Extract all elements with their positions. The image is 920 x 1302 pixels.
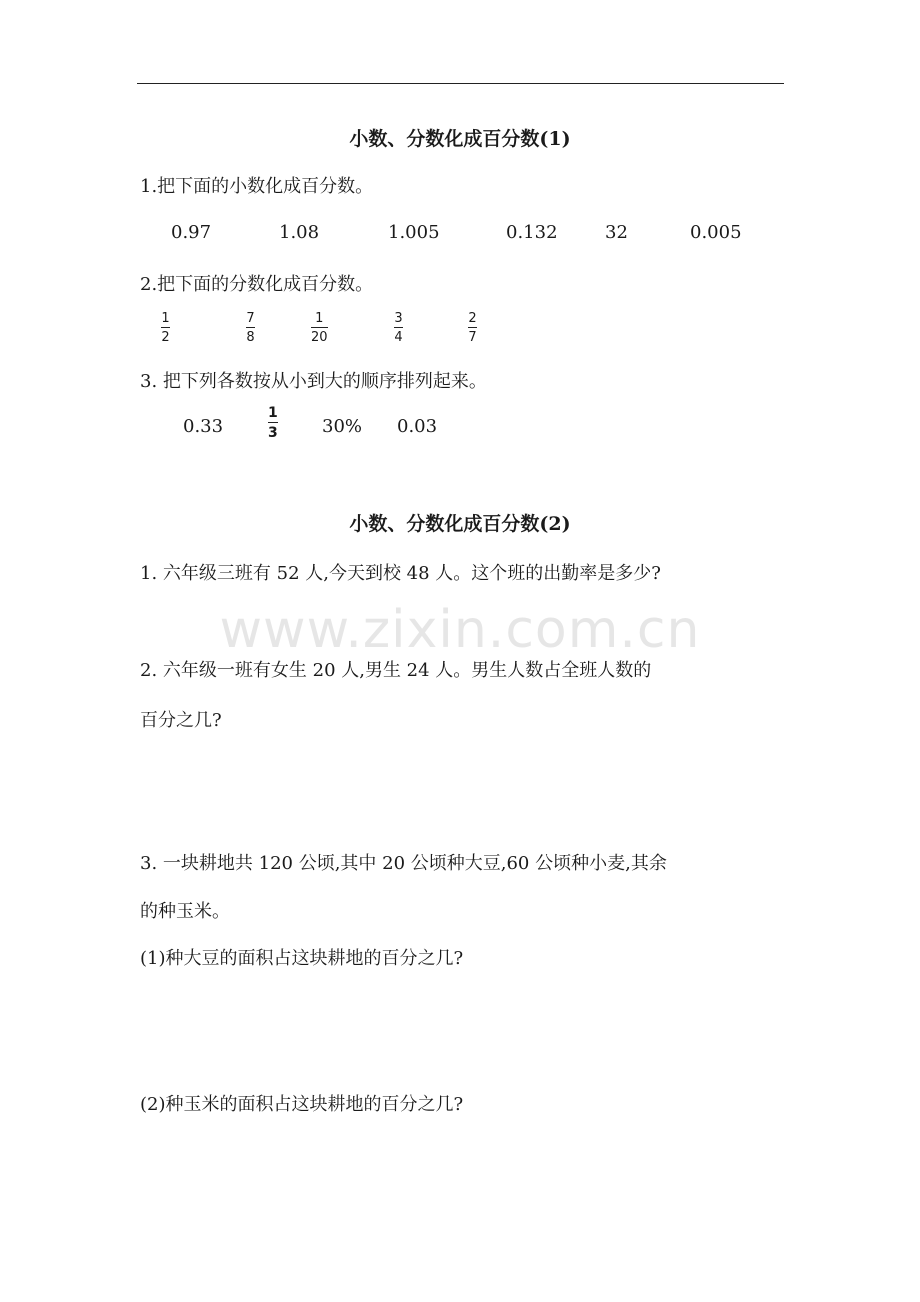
decimal-item: 1.005 [388,222,440,243]
fraction-denominator: 8 [246,330,255,345]
section2-title: 小数、分数化成百分数(2) [349,513,571,535]
section2-q2-line1: 2. 六年级一班有女生 20 人,男生 24 人。男生人数占全班人数的 [140,660,652,681]
fraction-bar [311,327,328,328]
section2-q2-line2: 百分之几? [140,710,222,731]
section2-q3-line2: 的种玉米。 [140,901,230,922]
section1-q2-text: 2.把下面的分数化成百分数。 [140,274,374,295]
section2-q3-line1: 3. 一块耕地共 120 公顷,其中 20 公顷种大豆,60 公顷种小麦,其余 [140,853,667,874]
order-item: 0.33 [183,416,224,437]
fraction-denominator: 2 [161,330,170,345]
fraction-bar [268,422,278,423]
fraction-numerator: 7 [246,311,255,326]
order-item: 30% [322,416,363,437]
section1-title: 小数、分数化成百分数(1) [349,128,571,150]
fraction-bar [246,327,255,328]
order-item: 0.03 [397,416,438,437]
fraction-bar [394,327,403,328]
header-rule [137,83,784,84]
fraction-item [161,311,170,345]
fraction-item [468,311,477,345]
decimal-item: 0.132 [506,222,558,243]
fraction-item [394,311,403,345]
fraction-numerator: 1 [315,311,324,326]
decimal-item: 1.08 [279,222,320,243]
section2-q1-text: 1. 六年级三班有 52 人,今天到校 48 人。这个班的出勤率是多少? [140,563,661,584]
fraction-numerator: 1 [161,311,170,326]
fraction-denominator: 20 [311,330,328,345]
watermark-text: www.zixin.com.cn [219,600,701,660]
fraction-numerator: 2 [468,311,477,326]
fraction-bar [161,327,170,328]
fraction-bar [468,327,477,328]
decimal-item: 0.97 [171,222,212,243]
fraction-denominator: 3 [268,425,278,441]
fraction-numerator: 1 [268,405,278,421]
fraction-item [311,311,328,345]
section1-q1-text: 1.把下面的小数化成百分数。 [140,176,374,197]
fraction-denominator: 4 [394,330,403,345]
order-fraction [268,405,278,441]
section1-q3-text: 3. 把下列各数按从小到大的顺序排列起来。 [140,371,487,392]
fraction-numerator: 3 [394,311,403,326]
section2-q3-sub1: (1)种大豆的面积占这块耕地的百分之几? [140,948,464,969]
fraction-denominator: 7 [468,330,477,345]
section2-q3-sub2: (2)种玉米的面积占这块耕地的百分之几? [140,1094,464,1115]
fraction-item [246,311,255,345]
decimal-item: 32 [605,222,628,243]
decimal-item: 0.005 [690,222,742,243]
